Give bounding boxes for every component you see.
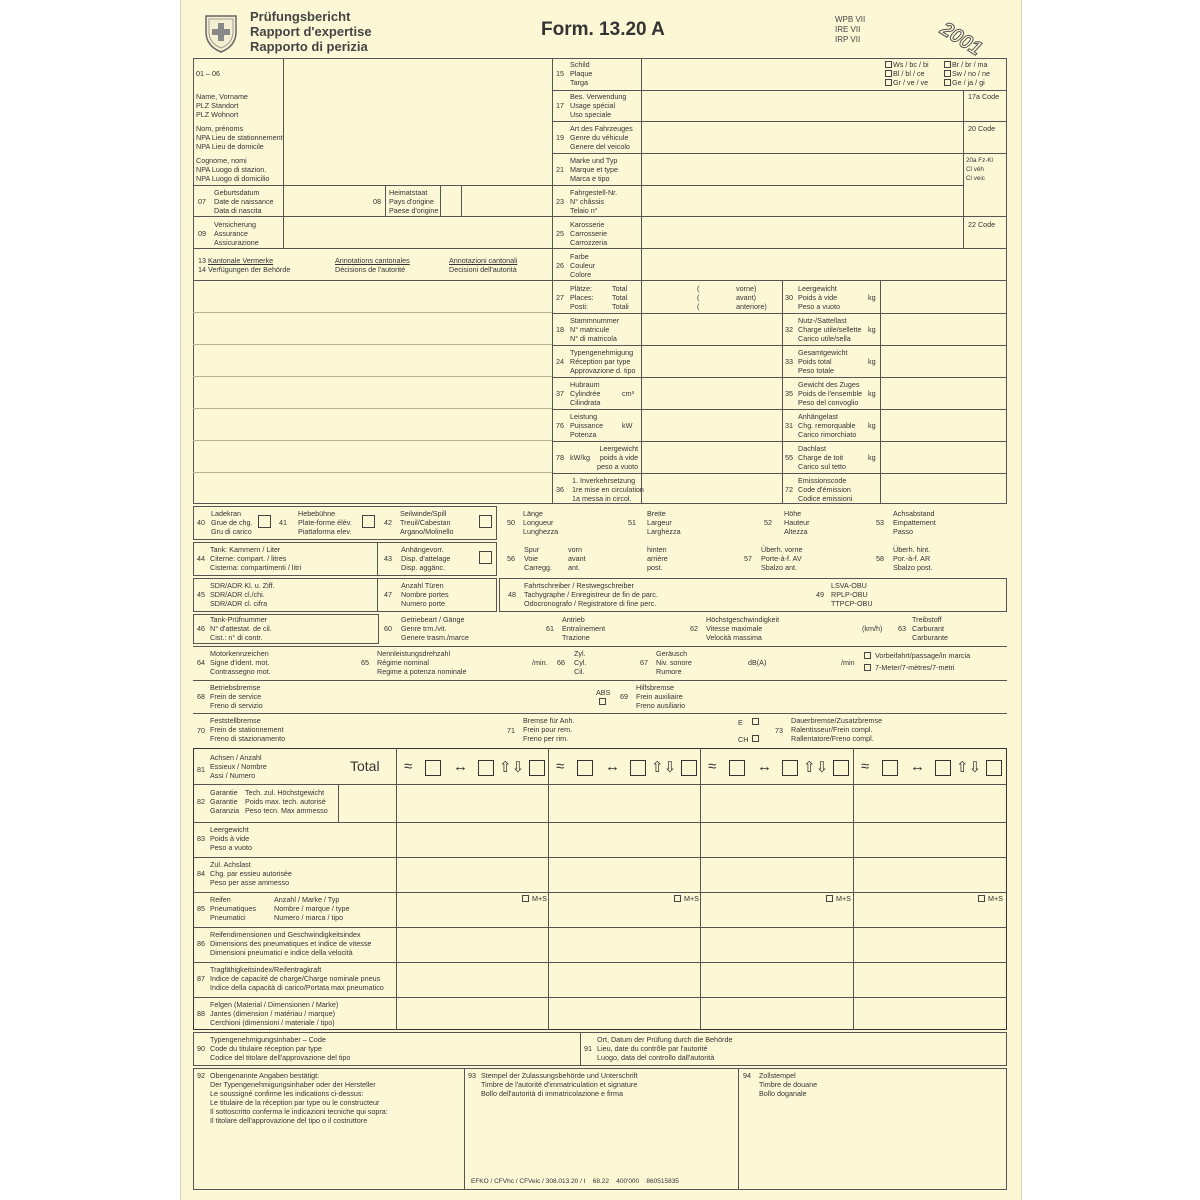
field-43-num: 43	[384, 554, 392, 563]
field-84: Zul. Achslast Chg. par essieu autorisée Peso per asse ammesso	[210, 860, 292, 887]
arrows-horizontal-icon: ↔	[910, 758, 925, 775]
field-45: SDR/ADR Kl. u. Ziff. SDR/ADR cl./chi. SDR/ADR cl. cifra	[210, 581, 275, 608]
field-90-num: 90	[197, 1044, 205, 1053]
field-93-num: 93	[468, 1071, 476, 1080]
field-62: Höchstgeschwindigkeit Vitesse maximale Velocità massima	[706, 615, 780, 642]
field-64: Motorkennzeichen Signe d'ident. mot. Contrassegno mot.	[210, 649, 271, 676]
field-66-num: 66	[557, 658, 565, 667]
axle-checkbox[interactable]	[425, 760, 441, 776]
field-52-num: 52	[764, 518, 772, 527]
field-48: Fahrtschreiber / Restwegschreiber Tachygraphe / Enregistreur de fin de parc. Odocronografo / Registratore di fine perc.	[524, 581, 658, 608]
field-44-num: 44	[197, 554, 205, 563]
field-63: Treibstoff Carburant Carburante	[912, 615, 948, 642]
field-17: Bes. Verwendung Usage spécial Uso speciale	[570, 92, 627, 119]
label-ms-2: M+S	[684, 894, 699, 903]
field-name: Name, Vorname PLZ Standort PLZ Wohnort	[196, 92, 248, 119]
field-60: Getriebeart / Gänge Genre trm./vit. Genere trasm./marce	[401, 615, 469, 642]
field-81: Achsen / Anzahl Essieux / Nombre Assi / Numero	[210, 753, 267, 780]
color-label-br: Br / br / ma	[952, 60, 988, 69]
color-checkbox-bl[interactable]	[885, 70, 892, 77]
field-68-num: 68	[197, 692, 205, 701]
unit-kw: kW	[622, 421, 633, 430]
field-41: Hebebühne Plate-forme élév. Piattaforma elev.	[298, 509, 352, 536]
field-60-num: 60	[384, 624, 392, 633]
field-37: Hubraum Cylindrée Cilindrata	[570, 380, 601, 407]
field-24-num: 24	[556, 357, 564, 366]
checkbox-ms-1[interactable]	[522, 895, 529, 902]
field-94-num: 94	[743, 1071, 751, 1080]
field-19-num: 19	[556, 133, 564, 142]
field-92: Obengenannte Angaben bestätigt: Der Typengenehmigungsinhaber oder der Hersteller Le soussigné confirme les indications ci-dessus: Le titulaire de la réception par type ou le constructeur Il sottoscritto conferma le indicazioni tecniche qui sopra: Il titolare dell'approvazione del tipo o il costruttore	[210, 1071, 388, 1125]
unit-kg-30: kg	[868, 293, 876, 302]
field-44: Tank: Kammern / Liter Citerne: compart. / litres Cisterna: compartimenti / litri	[210, 545, 302, 572]
field-92-num: 92	[197, 1071, 205, 1080]
color-label-sw: Sw / no / ne	[952, 69, 990, 78]
field-nom: Nom, prénoms NPA Lieu de stationnement NPA Lieu de domicile	[196, 124, 283, 151]
label-ms-4: M+S	[988, 894, 1003, 903]
field-26-num: 26	[556, 261, 564, 270]
field-20a: 20a Fz-Kl Cl véh Cl veic	[966, 157, 993, 182]
field-18: Stammnummer N° matricule N° di matricola	[570, 316, 620, 343]
field-42: Seilwinde/Spill Treuil/Cabestan Argano/Molinello	[400, 509, 454, 536]
field-62-num: 62	[690, 624, 698, 633]
checkbox-43[interactable]	[479, 551, 492, 564]
title-de: Prüfungsbericht	[250, 9, 351, 24]
field-88-num: 88	[197, 1009, 205, 1018]
field-31-num: 31	[785, 421, 793, 430]
form-number: Form. 13.20 A	[541, 19, 665, 40]
checkbox-e[interactable]	[752, 718, 759, 725]
arrows-vertical-icon: ⇧⇩	[956, 759, 982, 776]
color-label-ws: Ws / bc / bi	[893, 60, 929, 69]
axle-checkbox[interactable]	[529, 760, 545, 776]
axle-checkbox[interactable]	[478, 760, 494, 776]
field-71-num: 71	[507, 726, 515, 735]
field-81-num: 81	[197, 765, 205, 774]
field-36: 1. Inverkehrsetzung 1re mise en circulation 1a messa in circol.	[572, 476, 644, 503]
field-85-num: 85	[197, 904, 205, 913]
arrows-vertical-icon: ⇧⇩	[499, 759, 525, 776]
field-01-06: 01 – 06	[196, 69, 220, 78]
field-31: Anhängelast Chg. remorquable Carico rimorchiato	[798, 412, 857, 439]
field-82-num: 82	[197, 797, 205, 806]
field-36-num: 36	[556, 485, 564, 494]
field-70-num: 70	[197, 726, 205, 735]
field-53-num: 53	[876, 518, 884, 527]
field-68: Betriebsbremse Frein de service Freno di servizio	[210, 683, 263, 710]
field-35: Gewicht des Zuges Poids de l'ensemble Peso del convoglio	[798, 380, 863, 407]
axle-checkbox[interactable]	[935, 760, 951, 776]
field-21-num: 21	[556, 165, 564, 174]
field-57-num: 57	[744, 554, 752, 563]
field-47-num: 47	[384, 590, 392, 599]
field-27-paren: ( ( (	[697, 284, 700, 311]
color-label-gr: Gr / ve / ve	[893, 78, 929, 87]
field-13-fr: Annotations cantonales	[335, 256, 410, 265]
field-91-num: 91	[584, 1044, 592, 1053]
field-50-num: 50	[507, 518, 515, 527]
field-56-rear: hinten arrière post.	[647, 545, 668, 572]
form-code-2: IRE VII	[835, 25, 861, 34]
form-code-1: WPB VII	[835, 15, 866, 24]
field-14-num: 14	[198, 265, 206, 274]
field-42-num: 42	[384, 518, 392, 527]
field-13-it: Annotazioni cantonali	[449, 256, 518, 265]
field-27-num: 27	[556, 293, 564, 302]
field-51: Breite Largeur Larghezza	[647, 509, 681, 536]
field-15-num: 15	[556, 69, 564, 78]
field-30: Leergewicht Poids à vide Peso a vuoto	[798, 284, 840, 311]
field-46: Tank-Prüfnummer N° d'attestat. de cil. Cist.: n° di contr.	[210, 615, 272, 642]
field-40-num: 40	[197, 518, 205, 527]
axle-checkbox[interactable]	[681, 760, 697, 776]
field-07: Geburtsdatum Date de naissance Data di nascita	[214, 188, 274, 215]
checkbox-passage[interactable]	[864, 652, 871, 659]
field-47: Anzahl Türen Nombre portes Numero porte	[401, 581, 449, 608]
unit-cm3: cm³	[622, 389, 634, 398]
field-64-num: 64	[197, 658, 205, 667]
checkbox-42[interactable]	[479, 515, 492, 528]
field-83-num: 83	[197, 834, 205, 843]
unit-kg-55: kg	[868, 453, 876, 462]
field-85-label: Reifen Pneumatiques Pneumatici	[210, 895, 256, 922]
field-91: Ort, Datum der Prüfung durch die Behörde Lieu, date du contrôle par l'autorité Luogo, data del controllo dall'autorità	[597, 1035, 733, 1062]
field-61: Antrieb Entraînement Trazione	[562, 615, 606, 642]
field-56-front: vorn avant ant.	[568, 545, 586, 572]
field-56: Spur Voie Carregg.	[524, 545, 552, 572]
field-65: Nennleistungsdrehzahl Régime nominal Regime a potenza nominale	[377, 649, 467, 676]
field-49-num: 49	[816, 590, 824, 599]
field-32-num: 32	[785, 325, 793, 334]
field-23: Fahrgestell-Nr. N° châssis Telaio n°	[570, 188, 618, 215]
color-label-bl: Bl / bl / ce	[893, 69, 925, 78]
field-72-num: 72	[785, 485, 793, 494]
field-76: Leistung Puissance Potenza	[570, 412, 604, 439]
field-13-num: 13	[198, 256, 206, 265]
field-17-num: 17	[556, 101, 564, 110]
field-49: LSVA-OBU RPLP-OBU TTPCP-OBU	[831, 581, 873, 608]
field-86: Reifendimensionen und Geschwindigkeitsindex Dimensions des pneumatiques et indice de vitesse Dimensioni pneumatici e indice della velocità	[210, 930, 372, 957]
field-50: Länge Longueur Lunghezza	[523, 509, 559, 536]
field-84-num: 84	[197, 869, 205, 878]
color-checkbox-ge[interactable]	[944, 79, 951, 86]
label-ms-1: M+S	[532, 894, 547, 903]
axle-checkbox[interactable]	[782, 760, 798, 776]
axle-checkbox[interactable]	[833, 760, 849, 776]
field-70: Feststellbremse Frein de stationnement Freno di stazionamento	[210, 716, 286, 743]
field-40: Ladekran Grue de chg. Gru di carico	[211, 509, 253, 536]
field-14-it: Decisioni dell'autorità	[449, 265, 517, 274]
arrows-vertical-icon: ⇧⇩	[651, 759, 677, 776]
label-passage: Vorbeifahrt/passage/in marcia	[875, 651, 971, 660]
label-e: E	[738, 718, 743, 727]
field-87: Tragfähigkeitsindex/Reifentragkraft Indice de capacité de charge/Charge nominale pneus Indice della capacità di carico/Portata max pneumatico	[210, 965, 384, 992]
wave-icon: ≈	[404, 758, 413, 775]
field-30-num: 30	[785, 293, 793, 302]
label-ms-3: M+S	[836, 894, 851, 903]
field-32: Nutz-/Sattellast Charge utile/sellette Carico utile/sella	[798, 316, 862, 343]
label-7-meter: 7-Meter/7-mètres/7-metri	[875, 663, 955, 672]
checkbox-ms-3[interactable]	[826, 895, 833, 902]
field-94: Zollstempel Timbre de douane Bollo doganale	[759, 1071, 818, 1098]
wave-icon: ≈	[556, 758, 565, 775]
wave-icon: ≈	[708, 758, 717, 775]
field-65-num: 65	[361, 658, 369, 667]
field-37-num: 37	[556, 389, 564, 398]
arrows-horizontal-icon: ↔	[453, 758, 468, 775]
field-90: Typengenehmigungsinhaber – Code Code du titulaire réception par type Codice del titolare dell'approvazione del tipo	[210, 1035, 351, 1062]
color-label-ge: Ge / ja / gi	[952, 78, 985, 87]
field-73-num: 73	[775, 726, 783, 735]
field-17a: 17a Code	[968, 92, 1000, 101]
field-86-num: 86	[197, 939, 205, 948]
axle-checkbox[interactable]	[986, 760, 1002, 776]
field-67-num: 67	[640, 658, 648, 667]
field-25-num: 25	[556, 229, 564, 238]
axle-checkbox[interactable]	[882, 760, 898, 776]
field-48-num: 48	[508, 590, 516, 599]
field-51-num: 51	[628, 518, 636, 527]
field-53: Achsabstand Empattement Passo	[893, 509, 936, 536]
unit-min-67: /min	[841, 658, 855, 667]
field-24: Typengenehmigung Réception par type Approvazione d. tipo	[570, 348, 636, 375]
field-78-unit: kW/kg	[570, 453, 590, 462]
field-08-num: 08	[373, 197, 381, 206]
field-82-label: Garantie Garantie Garanzia	[210, 788, 240, 815]
field-55: Dachlast Charge de toit Carico sul tetto	[798, 444, 846, 471]
field-20: 20 Code	[968, 124, 996, 133]
field-88: Felgen (Material / Dimensionen / Marke) Jantes (dimension / matériau / marque) Cerchioni (dimensioni / materiale / tipo)	[210, 1000, 339, 1027]
axle-checkbox[interactable]	[729, 760, 745, 776]
unit-min-65: /min.	[532, 658, 548, 667]
unit-dba: dB(A)	[748, 658, 767, 667]
unit-kg-35: kg	[868, 389, 876, 398]
field-14-fr: Décisions de l'autorité	[335, 265, 406, 274]
field-67: Geräusch Niv. sonore Rumore	[656, 649, 692, 676]
arrows-vertical-icon: ⇧⇩	[803, 759, 829, 776]
field-45-num: 45	[197, 590, 205, 599]
field-43: Anhängevorr. Disp. d'attelage Disp. aggänc.	[401, 545, 451, 572]
total-label: Total	[350, 758, 380, 774]
checkbox-41[interactable]	[362, 515, 375, 528]
checkbox-ch[interactable]	[752, 735, 759, 742]
axle-checkbox[interactable]	[577, 760, 593, 776]
field-27-total: Total Total Totali	[612, 284, 629, 311]
field-56-num: 56	[507, 554, 515, 563]
unit-kg-33: kg	[868, 357, 876, 366]
field-66: Zyl. Cyl. Cil.	[574, 649, 587, 676]
field-93: Stempel der Zulassungsbehörde und Unterschrift Timbre de l'autorité d'immatriculation et signature Bollo dell'autorità di immatricolazione e firma	[481, 1071, 638, 1098]
unit-kg-32: kg	[868, 325, 876, 334]
field-58-num: 58	[876, 554, 884, 563]
axle-checkbox[interactable]	[630, 760, 646, 776]
checkbox-40[interactable]	[258, 515, 271, 528]
field-35-num: 35	[785, 389, 793, 398]
color-checkbox-ws[interactable]	[885, 61, 892, 68]
unit-kg-31: kg	[868, 421, 876, 430]
year-stamp: 2001	[936, 18, 986, 61]
color-checkbox-br[interactable]	[944, 61, 951, 68]
field-85-desc: Anzahl / Marke / Typ Nombre / marque / type Numero / marca / tipo	[274, 895, 350, 922]
field-09-num: 09	[198, 229, 206, 238]
field-55-num: 55	[785, 453, 793, 462]
form-code-3: IRP VII	[835, 35, 861, 44]
title-fr: Rapport d'expertise	[250, 24, 372, 39]
field-69: Hilfsbremse Frein auxiliaire Freno ausiliario	[636, 683, 686, 710]
field-83: Leergewicht Poids à vide Peso a vuoto	[210, 825, 252, 852]
field-63-num: 63	[898, 624, 906, 633]
arrows-horizontal-icon: ↔	[757, 758, 772, 775]
field-57: Überh. vorne Porte-à-f. AV Sbalzo ant.	[761, 545, 803, 572]
field-09: Versicherung Assurance Assicurazione	[214, 220, 259, 247]
field-15: Schild Plaque Targa	[570, 60, 593, 87]
field-33-num: 33	[785, 357, 793, 366]
field-87-num: 87	[197, 974, 205, 983]
field-58: Überh. hint. Por.-à-f. AR Sbalzo post.	[893, 545, 933, 572]
swiss-coat-of-arms-icon	[203, 12, 239, 54]
label-abs: ABS	[596, 688, 611, 697]
field-52: Höhe Hauteur Altezza	[784, 509, 810, 536]
field-46-num: 46	[197, 624, 205, 633]
field-22: 22 Code	[968, 220, 996, 229]
checkbox-abs[interactable]	[599, 698, 606, 705]
field-14: Verfügungen der Behörde	[208, 265, 291, 274]
field-08: Heimatstaat Pays d'origine Paese d'origine	[389, 188, 439, 215]
field-61-num: 61	[546, 624, 554, 633]
field-33: Gesamtgewicht Poids total Peso totale	[798, 348, 848, 375]
unit-kmh: (km/h)	[862, 624, 883, 633]
field-21: Marke und Typ Marque et type Marca e tipo	[570, 156, 618, 183]
field-25: Karosserie Carrosserie Carrozzeria	[570, 220, 608, 247]
field-cognome: Cognome, nomi NPA Luogo di stazion. NPA Luogo di domicilio	[196, 156, 270, 183]
wave-icon: ≈	[861, 758, 870, 775]
field-82-desc: Tech. zul. Höchstgewicht Poids max. tech. autorisé Peso tecn. Max ammesso	[245, 788, 328, 815]
field-18-num: 18	[556, 325, 564, 334]
checkbox-ms-2[interactable]	[674, 895, 681, 902]
field-78-num: 78	[556, 453, 564, 462]
field-72: Emissionscode Code d'émission Codice emissioni	[798, 476, 853, 503]
field-27-front: vorne) avant) anteriore)	[736, 284, 767, 311]
field-76-num: 76	[556, 421, 564, 430]
field-19: Art des Fahrzeuges Genre du véhicule Genere del veicolo	[570, 124, 633, 151]
title-it: Rapporto di perizia	[250, 39, 368, 54]
checkbox-ms-4[interactable]	[978, 895, 985, 902]
color-checkbox-gr[interactable]	[885, 79, 892, 86]
field-07-num: 07	[198, 197, 206, 206]
color-checkbox-sw[interactable]	[944, 70, 951, 77]
field-23-num: 23	[556, 197, 564, 206]
checkbox-7-meter[interactable]	[864, 664, 871, 671]
field-78: Leergewicht poids à vide peso a vuoto	[597, 444, 639, 471]
field-73: Dauerbremse/Zusatzbremse Ralentisseur/Frein compl. Rallentatore/Freno compl.	[791, 716, 883, 743]
arrows-horizontal-icon: ↔	[605, 758, 620, 775]
field-69-num: 69	[620, 692, 628, 701]
label-ch: CH	[738, 735, 749, 744]
field-27: Plätze: Places: Posti:	[570, 284, 594, 311]
field-41-num: 41	[279, 518, 287, 527]
field-13: Kantonale Vermerke	[208, 256, 274, 265]
field-26: Farbe Couleur Colore	[570, 252, 596, 279]
field-71: Bremse für Anh. Frein pour rem. Freno per rim.	[523, 716, 575, 743]
form-footer-code: EFKO / CFVhc / CFVeic / 308.013.20 / I 68.22 400'000 860515835	[471, 1178, 679, 1185]
